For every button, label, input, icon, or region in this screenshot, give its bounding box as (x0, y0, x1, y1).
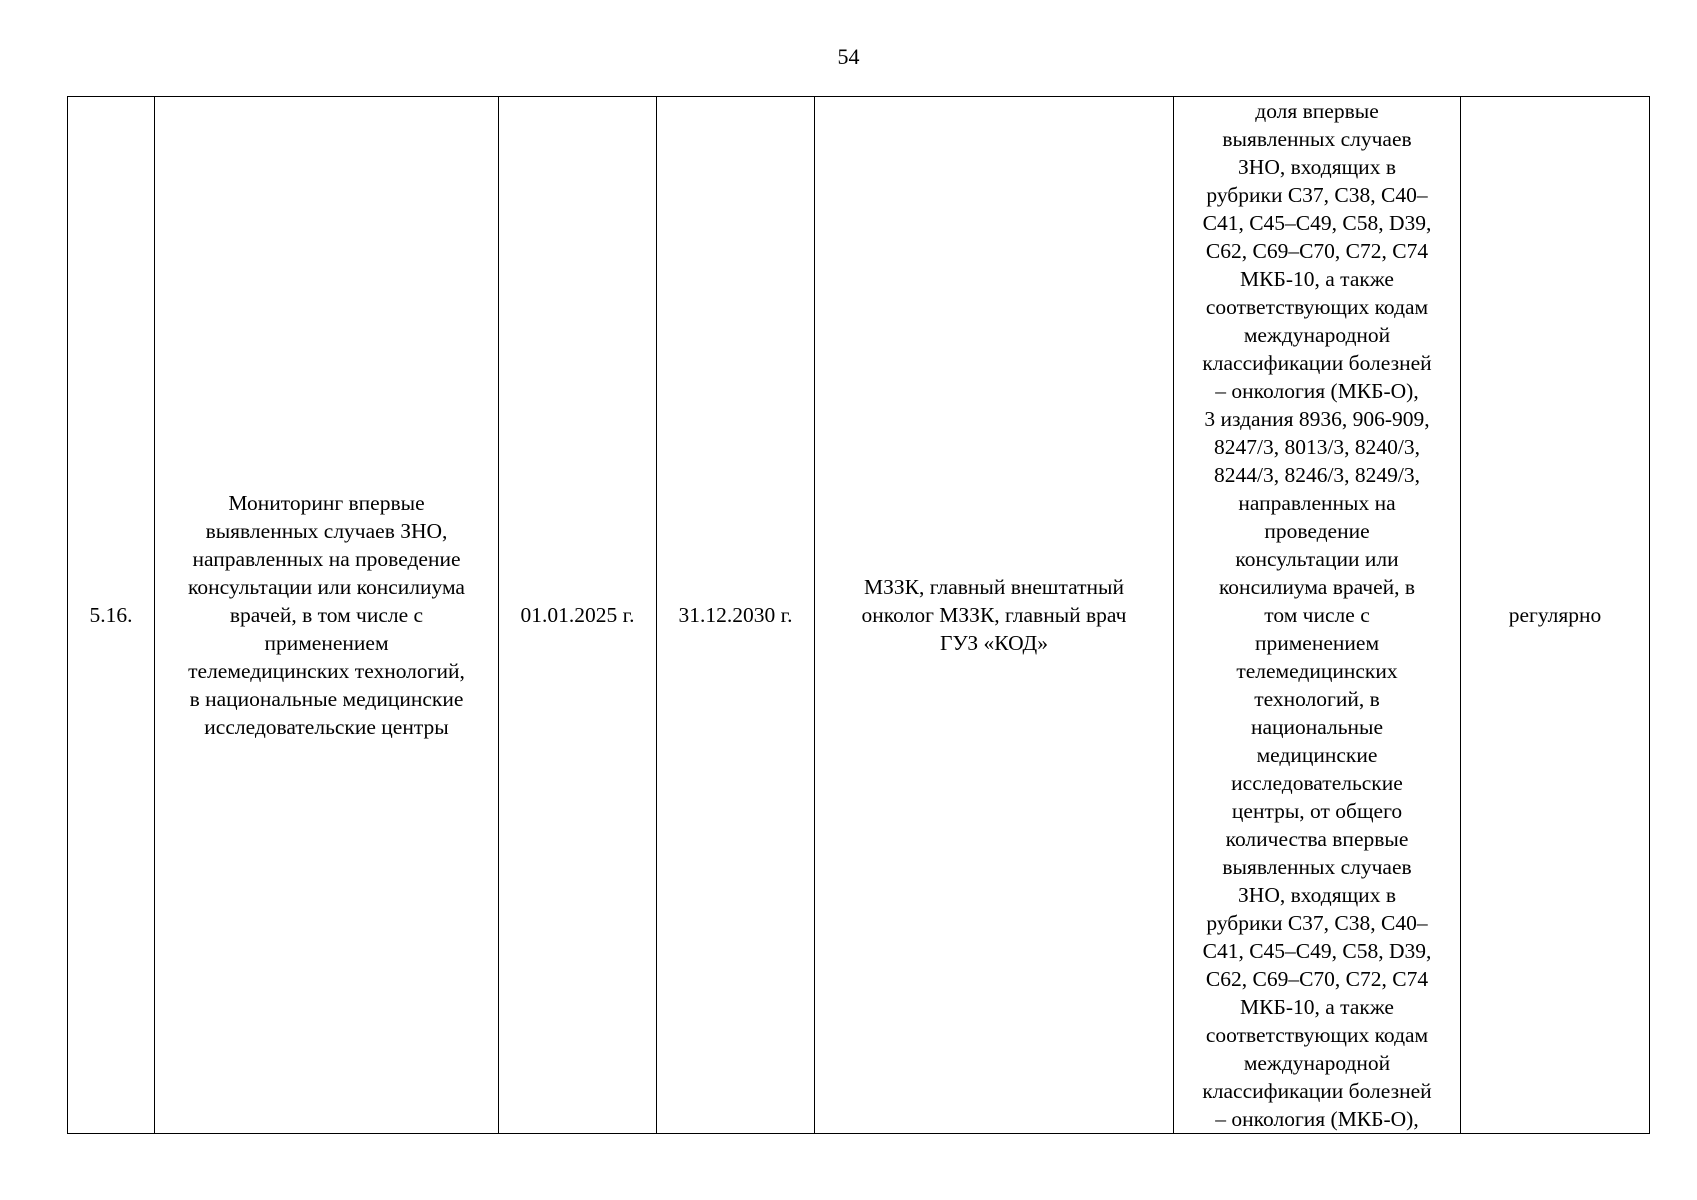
start-date-cell: 01.01.2025 г. (499, 97, 657, 1134)
row-number-cell: 5.16. (68, 97, 155, 1134)
end-date-cell: 31.12.2030 г. (657, 97, 815, 1134)
table-row (68, 97, 1650, 1134)
indicator-cell: доля впервые выявленных случаев ЗНО, входящих в рубрики С37, С38, С40– С41, С45–С49, С58, D39, С62, С69–С70, С72, С74 МКБ-10, а также соответствующих кодам международной классификации болезней – онкология (МКБ-О), 3 издания 8936, 906-909, 8247/3, 8013/3, 8240/3, 8244/3, 8246/3, 8249/3, направленных на проведение консультации или консилиума врачей, в том числе с применением телемедицинских технологий, в национальные медицинские исследовательские центры, от общего количества впервые выявленных случаев ЗНО, входящих в рубрики С37, С38, С40– С41, С45–С49, С58, D39, С62, С69–С70, С72, С74 МКБ-10, а также соответствующих кодам международной классификации болезней – онкология (МКБ-О), (1174, 97, 1461, 1134)
plan-table (67, 96, 1650, 1134)
activity-cell: Мониторинг впервые выявленных случаев ЗНО, направленных на проведение консультации или консилиума врачей, в том числе с применением телемедицинских технологий, в национальные медицинские исследовательские центры (155, 97, 499, 1134)
plan-table-container (67, 96, 1649, 1130)
page-number: 54 (837, 44, 860, 69)
periodicity-cell: регулярно (1461, 97, 1650, 1134)
responsible-cell: МЗЗК, главный внештатный онколог МЗЗК, главный врач ГУЗ «КОД» (815, 97, 1174, 1134)
